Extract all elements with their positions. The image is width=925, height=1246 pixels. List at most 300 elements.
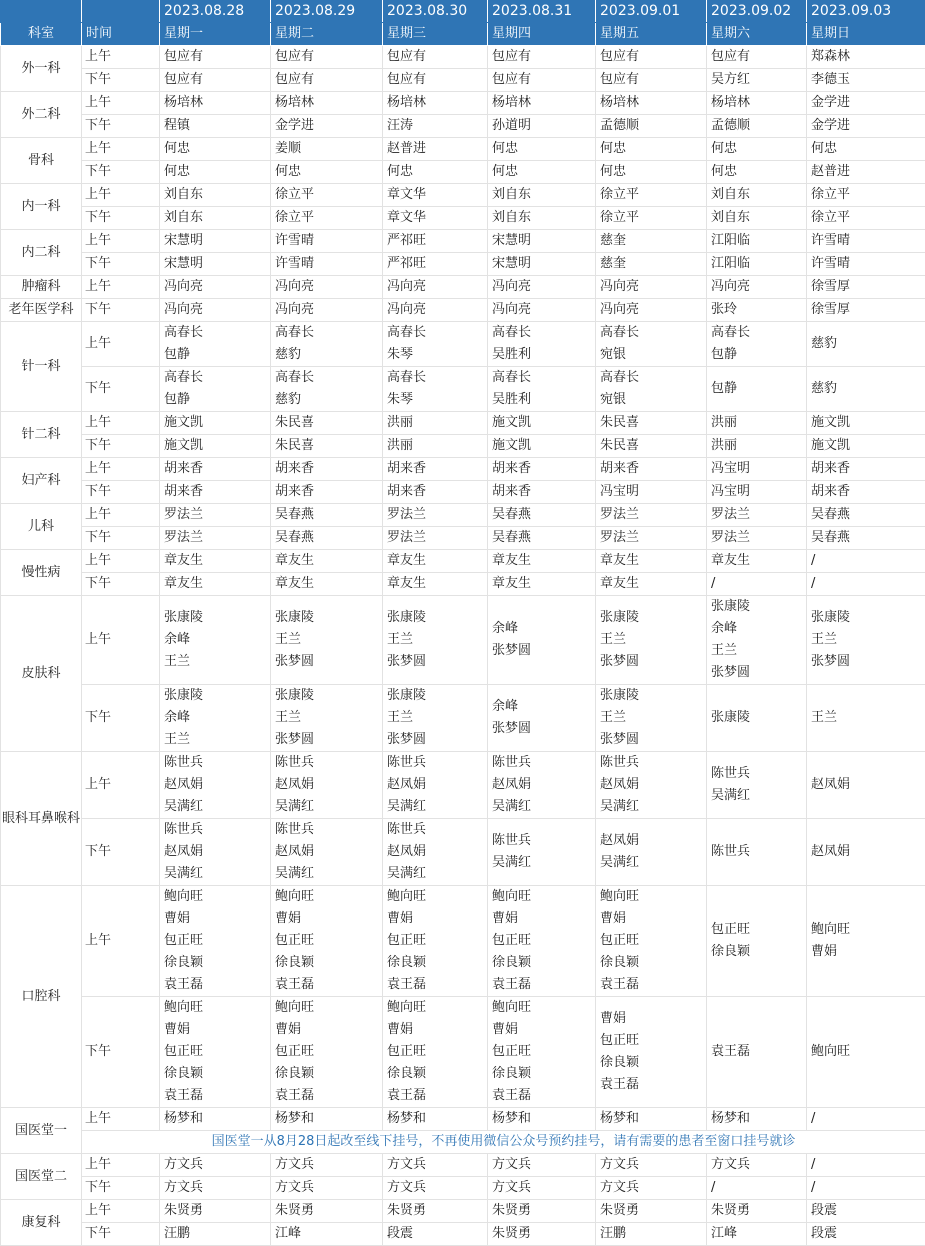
time-cell: 上午: [82, 1200, 160, 1223]
doctor-cell: [271, 299, 383, 322]
doctor-name: 高春长: [600, 367, 706, 389]
doctor-name: 杨培林: [164, 92, 270, 114]
dept-cell: 慢性病: [1, 550, 82, 596]
schedule-row: [1, 92, 925, 115]
doctor-cell: [707, 685, 807, 752]
doctor-name: 章友生: [492, 573, 595, 595]
doctor-name: 段震: [811, 1223, 925, 1245]
doctor-cell: [160, 322, 271, 367]
doctor-name: 冯向亮: [492, 276, 595, 298]
doctor-name: 吴满红: [492, 852, 595, 874]
doctor-name: 曹娟: [600, 908, 706, 930]
doctor-name: 罗法兰: [164, 504, 270, 526]
doctor-cell: [271, 1223, 383, 1246]
doctor-cell: [160, 819, 271, 886]
doctor-cell: [383, 138, 488, 161]
doctor-name: 刘自东: [164, 207, 270, 229]
doctor-name: 胡来香: [387, 481, 487, 503]
doctor-name: 江峰: [275, 1223, 382, 1245]
doctor-name: 赵凤娟: [275, 774, 382, 796]
doctor-cell: [807, 435, 925, 458]
doctor-name: 袁王磊: [164, 974, 270, 996]
doctor-cell: [596, 46, 707, 69]
doctor-cell: [383, 253, 488, 276]
doctor-name: 方文兵: [275, 1177, 382, 1199]
doctor-cell: [596, 1154, 707, 1177]
doctor-cell: [383, 92, 488, 115]
doctor-name: 冯向亮: [164, 276, 270, 298]
doctor-cell: [807, 1108, 925, 1131]
doctor-name: 胡来香: [164, 458, 270, 480]
doctor-name: 袁王磊: [164, 1085, 270, 1107]
doctor-name: 徐良颖: [492, 952, 595, 974]
doctor-name: 曹娟: [164, 1019, 270, 1041]
doctor-name: 王兰: [811, 707, 925, 729]
doctor-name: 吴胜利: [492, 389, 595, 411]
doctor-cell: [488, 819, 596, 886]
doctor-cell: [383, 1154, 488, 1177]
doctor-name: 徐雪厚: [811, 276, 925, 298]
doctor-cell: [271, 1200, 383, 1223]
doctor-name: 徐良颖: [164, 952, 270, 974]
doctor-cell: [271, 481, 383, 504]
doctor-name: 何忠: [492, 138, 595, 160]
doctor-cell: [160, 1200, 271, 1223]
doctor-cell: [488, 886, 596, 997]
doctor-name: 杨培林: [492, 92, 595, 114]
doctor-cell: [383, 207, 488, 230]
doctor-name: 胡来香: [811, 458, 925, 480]
doctor-name: 慈豹: [275, 344, 382, 366]
doctor-cell: [160, 253, 271, 276]
doctor-cell: [596, 886, 707, 997]
doctor-name: 吴满红: [275, 863, 382, 885]
weekday-header: 星期日: [807, 23, 925, 46]
doctor-name: 冯向亮: [387, 276, 487, 298]
doctor-name: 朱民喜: [600, 435, 706, 457]
doctor-name: 徐良颖: [600, 1052, 706, 1074]
doctor-name: 张康陵: [164, 607, 270, 629]
doctor-cell: [160, 46, 271, 69]
schedule-row: [1, 299, 925, 322]
doctor-name: 朱琴: [387, 344, 487, 366]
doctor-cell: [707, 322, 807, 367]
doctor-cell: [271, 138, 383, 161]
doctor-cell: [383, 527, 488, 550]
time-cell: 上午: [82, 752, 160, 819]
doctor-cell: [488, 161, 596, 184]
doctor-name: 张梦圆: [275, 729, 382, 751]
notice-text: 国医堂一从8月28日起改至线下挂号，不再使用微信公众号预约挂号，请有需要的患者至窗口挂号就诊: [82, 1131, 925, 1154]
doctor-cell: [383, 161, 488, 184]
doctor-name: 曹娟: [164, 908, 270, 930]
doctor-cell: [707, 1108, 807, 1131]
doctor-cell: [383, 1177, 488, 1200]
doctor-name: 江峰: [711, 1223, 806, 1245]
time-cell: 下午: [82, 69, 160, 92]
doctor-name: 袁王磊: [492, 974, 595, 996]
doctor-cell: [596, 412, 707, 435]
doctor-cell: [383, 550, 488, 573]
doctor-cell: [160, 527, 271, 550]
doctor-name: 章友生: [275, 573, 382, 595]
doctor-cell: [271, 435, 383, 458]
doctor-name: 罗法兰: [711, 527, 806, 549]
dept-cell: 内一科: [1, 184, 82, 230]
schedule-row: [1, 161, 925, 184]
doctor-name: 张玲: [711, 299, 806, 321]
doctor-name: 陈世兵: [492, 752, 595, 774]
doctor-name: 鲍向旺: [164, 997, 270, 1019]
doctor-name: 洪丽: [387, 412, 487, 434]
doctor-name: 赵凤娟: [600, 830, 706, 852]
doctor-name: 张梦圆: [387, 729, 487, 751]
doctor-name: 吴春燕: [811, 527, 925, 549]
time-cell: 下午: [82, 367, 160, 412]
doctor-cell: [488, 458, 596, 481]
doctor-cell: [707, 299, 807, 322]
doctor-name: 罗法兰: [387, 504, 487, 526]
doctor-cell: [807, 46, 925, 69]
doctor-cell: [383, 115, 488, 138]
doctor-name: 吴满红: [600, 796, 706, 818]
schedule-row: [1, 1200, 925, 1223]
doctor-cell: [596, 819, 707, 886]
doctor-name: 吴春燕: [811, 504, 925, 526]
doctor-name: 罗法兰: [600, 504, 706, 526]
doctor-cell: [807, 573, 925, 596]
doctor-name: 宋慧明: [492, 253, 595, 275]
doctor-name: 方文兵: [492, 1177, 595, 1199]
doctor-name: 包正旺: [275, 930, 382, 952]
doctor-name: 曹娟: [387, 1019, 487, 1041]
doctor-name: 包静: [164, 389, 270, 411]
doctor-name: 朱贤勇: [492, 1223, 595, 1245]
doctor-cell: [596, 997, 707, 1108]
doctor-cell: [383, 435, 488, 458]
dept-cell: 眼科耳鼻喉科: [1, 752, 82, 886]
doctor-cell: [488, 550, 596, 573]
doctor-cell: [596, 207, 707, 230]
doctor-cell: [707, 458, 807, 481]
doctor-cell: [488, 276, 596, 299]
doctor-name: 朱贤勇: [164, 1200, 270, 1222]
doctor-name: 罗法兰: [600, 527, 706, 549]
doctor-cell: [596, 527, 707, 550]
doctor-cell: [596, 458, 707, 481]
schedule-row: [1, 596, 925, 685]
doctor-cell: [160, 504, 271, 527]
doctor-name: /: [811, 573, 925, 595]
doctor-name: 袁王磊: [492, 1085, 595, 1107]
doctor-cell: [271, 46, 383, 69]
doctor-name: 方文兵: [600, 1177, 706, 1199]
doctor-name: 包静: [711, 378, 806, 400]
doctor-cell: [596, 161, 707, 184]
doctor-name: 章友生: [711, 550, 806, 572]
doctor-cell: [488, 435, 596, 458]
doctor-name: 许雪晴: [275, 230, 382, 252]
doctor-name: /: [811, 1177, 925, 1199]
doctor-name: 慈豹: [275, 389, 382, 411]
doctor-name: 张梦圆: [387, 651, 487, 673]
doctor-cell: [707, 819, 807, 886]
date-header: 2023.08.31: [488, 1, 596, 23]
doctor-name: 方文兵: [387, 1177, 487, 1199]
doctor-cell: [160, 1223, 271, 1246]
doctor-name: 慈豹: [811, 333, 925, 355]
doctor-name: 包正旺: [164, 1041, 270, 1063]
doctor-cell: [271, 997, 383, 1108]
doctor-name: 王兰: [387, 629, 487, 651]
doctor-name: 余峰: [164, 707, 270, 729]
doctor-name: 冯宝明: [711, 458, 806, 480]
doctor-cell: [488, 685, 596, 752]
doctor-cell: [807, 481, 925, 504]
doctor-cell: [488, 69, 596, 92]
doctor-name: 包正旺: [492, 1041, 595, 1063]
doctor-cell: [807, 458, 925, 481]
doctor-name: 宋慧明: [164, 230, 270, 252]
schedule-row: [1, 322, 925, 367]
doctor-name: 何忠: [711, 138, 806, 160]
doctor-name: 包应有: [164, 69, 270, 91]
doctor-name: 杨培林: [275, 92, 382, 114]
schedule-row: [1, 46, 925, 69]
doctor-cell: [707, 161, 807, 184]
doctor-cell: [160, 138, 271, 161]
doctor-name: 高春长: [387, 367, 487, 389]
doctor-name: 徐良颖: [387, 1063, 487, 1085]
doctor-cell: [160, 161, 271, 184]
doctor-cell: [807, 550, 925, 573]
doctor-name: 袁王磊: [711, 1041, 806, 1063]
dept-cell: 国医堂一: [1, 1108, 82, 1154]
doctor-cell: [707, 69, 807, 92]
doctor-name: 冯向亮: [275, 276, 382, 298]
doctor-cell: [160, 1154, 271, 1177]
doctor-cell: [160, 685, 271, 752]
doctor-cell: [596, 685, 707, 752]
doctor-name: 王兰: [164, 729, 270, 751]
weekday-header: 星期二: [271, 23, 383, 46]
doctor-cell: [707, 596, 807, 685]
time-cell: 上午: [82, 596, 160, 685]
doctor-cell: [488, 367, 596, 412]
dept-cell: 针一科: [1, 322, 82, 412]
schedule-row: [1, 550, 925, 573]
doctor-name: 方文兵: [275, 1154, 382, 1176]
doctor-cell: [488, 46, 596, 69]
doctor-cell: [807, 207, 925, 230]
doctor-cell: [707, 1154, 807, 1177]
doctor-name: 高春长: [275, 367, 382, 389]
doctor-cell: [488, 412, 596, 435]
doctor-name: 高春长: [492, 367, 595, 389]
time-cell: 上午: [82, 230, 160, 253]
doctor-cell: [160, 207, 271, 230]
doctor-name: 朱贤勇: [275, 1200, 382, 1222]
doctor-name: 张康陵: [387, 607, 487, 629]
doctor-name: 包应有: [275, 69, 382, 91]
doctor-cell: [271, 276, 383, 299]
doctor-name: 包正旺: [600, 930, 706, 952]
doctor-name: 胡来香: [811, 481, 925, 503]
doctor-cell: [383, 685, 488, 752]
doctor-name: 张梦圆: [600, 651, 706, 673]
time-cell: 下午: [82, 527, 160, 550]
doctor-name: 慈奎: [600, 253, 706, 275]
doctor-name: 施文凯: [164, 435, 270, 457]
doctor-name: 宋慧明: [492, 230, 595, 252]
doctor-cell: [271, 161, 383, 184]
doctor-cell: [707, 367, 807, 412]
doctor-name: 王兰: [811, 629, 925, 651]
doctor-name: 袁王磊: [387, 974, 487, 996]
doctor-cell: [488, 1154, 596, 1177]
dept-cell: 针二科: [1, 412, 82, 458]
doctor-name: 汪涛: [387, 115, 487, 137]
doctor-name: 冯向亮: [387, 299, 487, 321]
doctor-name: 张梦圆: [492, 718, 595, 740]
doctor-cell: [271, 322, 383, 367]
doctor-name: 曹娟: [275, 1019, 382, 1041]
doctor-name: 鲍向旺: [492, 997, 595, 1019]
doctor-cell: [488, 997, 596, 1108]
doctor-name: 赵凤娟: [387, 841, 487, 863]
doctor-name: 包应有: [711, 46, 806, 68]
doctor-cell: [596, 92, 707, 115]
doctor-cell: [271, 504, 383, 527]
doctor-name: 高春长: [492, 322, 595, 344]
doctor-name: 包应有: [164, 46, 270, 68]
doctor-name: 高春长: [387, 322, 487, 344]
doctor-cell: [383, 184, 488, 207]
doctor-name: 章友生: [164, 573, 270, 595]
doctor-name: 刘自东: [492, 184, 595, 206]
doctor-name: 江阳临: [711, 230, 806, 252]
doctor-name: 洪丽: [711, 412, 806, 434]
doctor-cell: [488, 1108, 596, 1131]
doctor-cell: [160, 367, 271, 412]
doctor-name: 冯向亮: [164, 299, 270, 321]
time-cell: 下午: [82, 685, 160, 752]
doctor-name: 施文凯: [164, 412, 270, 434]
doctor-name: 宋慧明: [164, 253, 270, 275]
doctor-name: 陈世兵: [275, 819, 382, 841]
doctor-name: 高春长: [600, 322, 706, 344]
doctor-name: 张康陵: [811, 607, 925, 629]
doctor-cell: [707, 481, 807, 504]
dept-cell: 国医堂二: [1, 1154, 82, 1200]
dept-cell: 康复科: [1, 1200, 82, 1246]
doctor-name: 章文华: [387, 207, 487, 229]
doctor-name: 徐雪厚: [811, 299, 925, 321]
doctor-cell: [596, 1223, 707, 1246]
time-column-header: 时间: [82, 23, 160, 46]
schedule-row: [1, 886, 925, 997]
doctor-cell: [271, 1108, 383, 1131]
schedule-row: [1, 367, 925, 412]
doctor-cell: [271, 596, 383, 685]
doctor-cell: [383, 367, 488, 412]
doctor-name: 包应有: [387, 69, 487, 91]
doctor-cell: [488, 573, 596, 596]
time-cell: 下午: [82, 253, 160, 276]
doctor-cell: [807, 504, 925, 527]
doctor-name: 吴满红: [600, 852, 706, 874]
doctor-name: 吴胜利: [492, 344, 595, 366]
time-cell: 下午: [82, 207, 160, 230]
time-cell: 下午: [82, 299, 160, 322]
doctor-cell: [271, 115, 383, 138]
doctor-cell: [271, 685, 383, 752]
doctor-cell: [707, 573, 807, 596]
doctor-name: 方文兵: [492, 1154, 595, 1176]
doctor-name: 陈世兵: [164, 752, 270, 774]
doctor-name: 包正旺: [387, 930, 487, 952]
doctor-cell: [707, 412, 807, 435]
doctor-cell: [707, 230, 807, 253]
doctor-name: 何忠: [811, 138, 925, 160]
doctor-cell: [707, 1177, 807, 1200]
doctor-name: /: [711, 1177, 806, 1199]
doctor-name: 朱贤勇: [492, 1200, 595, 1222]
doctor-cell: [807, 138, 925, 161]
doctor-name: 张康陵: [275, 607, 382, 629]
doctor-cell: [807, 886, 925, 997]
doctor-name: 赵凤娟: [811, 774, 925, 796]
doctor-cell: [596, 435, 707, 458]
doctor-cell: [807, 1154, 925, 1177]
doctor-name: 曹娟: [492, 908, 595, 930]
doctor-cell: [707, 253, 807, 276]
doctor-name: 杨梦和: [387, 1108, 487, 1130]
doctor-cell: [707, 1223, 807, 1246]
doctor-cell: [807, 1223, 925, 1246]
doctor-name: 王兰: [387, 707, 487, 729]
time-cell: 下午: [82, 997, 160, 1108]
doctor-cell: [807, 685, 925, 752]
doctor-name: 张梦圆: [811, 651, 925, 673]
doctor-name: 严祁旺: [387, 253, 487, 275]
doctor-name: 吴春燕: [275, 504, 382, 526]
doctor-name: 章友生: [164, 550, 270, 572]
doctor-name: 杨梦和: [164, 1108, 270, 1130]
doctor-name: 包正旺: [387, 1041, 487, 1063]
doctor-name: 袁王磊: [600, 1074, 706, 1096]
doctor-name: 洪丽: [387, 435, 487, 457]
date-header: 2023.09.01: [596, 1, 707, 23]
weekday-header: 星期三: [383, 23, 488, 46]
doctor-cell: [271, 367, 383, 412]
doctor-cell: [488, 504, 596, 527]
doctor-name: 鲍向旺: [492, 886, 595, 908]
doctor-name: 方文兵: [711, 1154, 806, 1176]
dept-cell: 肿瘤科: [1, 276, 82, 299]
doctor-name: 罗法兰: [164, 527, 270, 549]
doctor-name: 孟德顺: [600, 115, 706, 137]
doctor-name: 杨梦和: [275, 1108, 382, 1130]
doctor-cell: [596, 752, 707, 819]
weekday-header-row: [1, 23, 925, 46]
doctor-cell: [596, 115, 707, 138]
doctor-name: 赵普进: [387, 138, 487, 160]
doctor-cell: [596, 276, 707, 299]
doctor-name: 王兰: [600, 629, 706, 651]
doctor-name: 吴满红: [387, 863, 487, 885]
doctor-name: 赵普进: [811, 161, 925, 183]
